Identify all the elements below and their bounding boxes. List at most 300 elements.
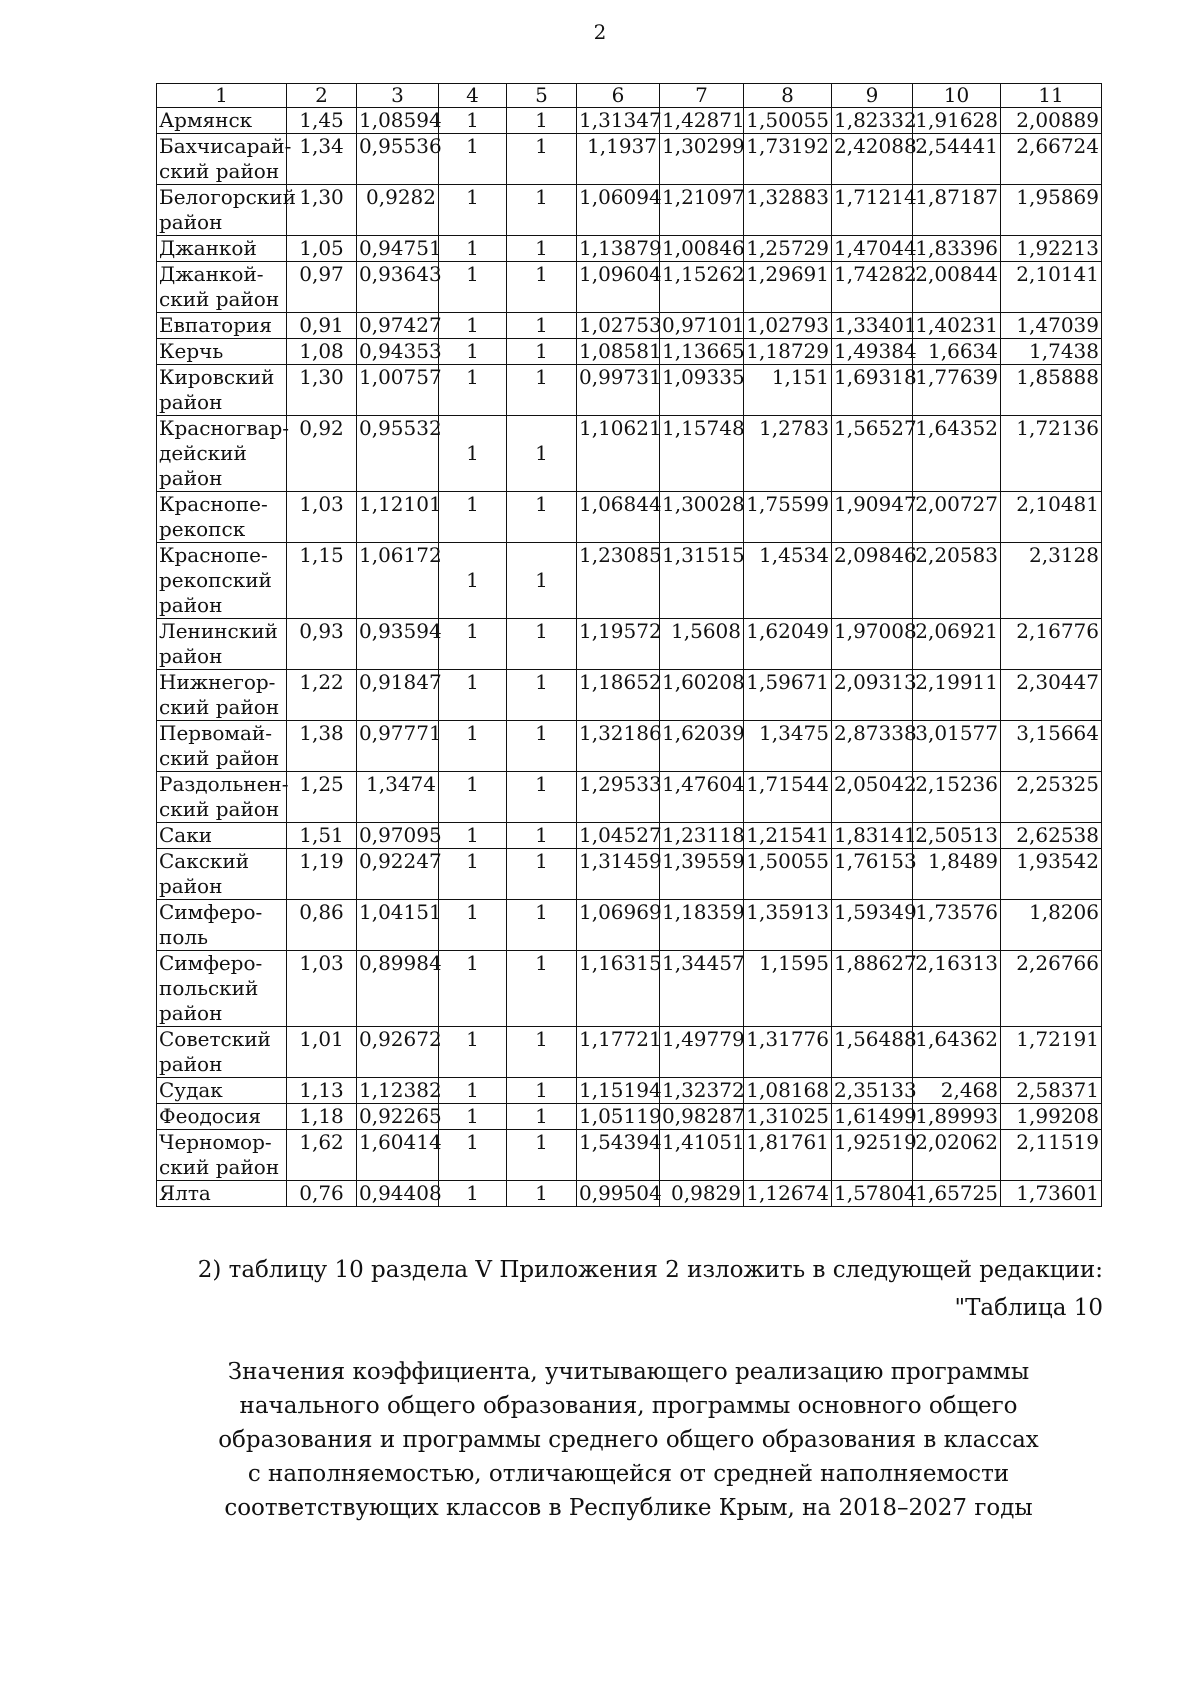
value-cell-c6: 1,16315 — [577, 951, 660, 1027]
value-cell-c8: 1,73192 — [744, 134, 832, 185]
region-name-line: поль — [159, 925, 208, 949]
title-line: начального общего образования, программы основного общего — [239, 1393, 1018, 1419]
region-name-cell — [157, 772, 287, 823]
value-cell-c3: 0,92247 — [357, 849, 439, 900]
value-cell-c4: 1 — [439, 134, 507, 185]
value-cell-c7: 1,32372 — [660, 1078, 744, 1104]
value-cell-c8: 1,62049 — [744, 619, 832, 670]
value-cell-c3: 0,92265 — [357, 1104, 439, 1130]
value-cell-c6: 1,04527 — [577, 823, 660, 849]
value-cell-c4: 1 — [439, 951, 507, 1027]
value-cell-c4: 1 — [439, 236, 507, 262]
value-cell-c3: 0,93594 — [357, 619, 439, 670]
value-cell-c5: 1 — [507, 1181, 577, 1207]
value-cell-c3: 0,89984 — [357, 951, 439, 1027]
value-cell-c4: 1 — [439, 1130, 507, 1181]
value-cell-c4: 1 — [439, 185, 507, 236]
value-cell-c4: 1 — [439, 849, 507, 900]
value-cell-c10: 1,83396 — [913, 236, 1001, 262]
value-cell-c3: 0,97771 — [357, 721, 439, 772]
value-cell-c9: 1,97008 — [832, 619, 913, 670]
region-name-line: Ленинский — [159, 619, 278, 643]
value-cell-c2: 1,01 — [287, 1027, 357, 1078]
value-cell-c6: 1,29533 — [577, 772, 660, 823]
value-cell-c8: 1,02793 — [744, 313, 832, 339]
value-cell-c11: 1,85888 — [1001, 365, 1102, 416]
region-name-line: район — [159, 1052, 223, 1076]
value-cell-c4: 1 — [439, 416, 507, 492]
value-cell-c2: 1,30 — [287, 185, 357, 236]
value-cell-c5: 1 — [507, 236, 577, 262]
value-cell-c5: 1 — [507, 849, 577, 900]
value-cell-c8: 1,29691 — [744, 262, 832, 313]
value-cell-c6: 1,05119 — [577, 1104, 660, 1130]
value-cell-c10: 2,06921 — [913, 619, 1001, 670]
value-cell-c3: 1,08594 — [357, 108, 439, 134]
region-name-cell — [157, 543, 287, 619]
title-line: соответствующих классов в Республике Крым, на 2018–2027 годы — [224, 1495, 1033, 1521]
value-cell-c7: 1,15748 — [660, 416, 744, 492]
value-cell-c2: 1,15 — [287, 543, 357, 619]
value-cell-c7: 0,9829 — [660, 1181, 744, 1207]
table-row — [157, 900, 1102, 951]
region-name-line: Феодосия — [159, 1104, 261, 1128]
value-cell-c4: 1 — [439, 721, 507, 772]
region-name-line: Керчь — [159, 339, 224, 363]
value-cell-c7: 1,60208 — [660, 670, 744, 721]
value-cell-c9: 1,56527 — [832, 416, 913, 492]
value-cell-c7: 0,97101 — [660, 313, 744, 339]
column-header: 7 — [660, 84, 744, 108]
table-row — [157, 670, 1102, 721]
value-cell-c6: 1,08581 — [577, 339, 660, 365]
value-cell-c8: 1,32883 — [744, 185, 832, 236]
value-cell-c3: 0,94751 — [357, 236, 439, 262]
value-cell-c11: 1,73601 — [1001, 1181, 1102, 1207]
region-name-line: Черномор- — [159, 1130, 272, 1154]
table-row — [157, 772, 1102, 823]
value-cell-c5: 1 — [507, 339, 577, 365]
region-name-cell — [157, 823, 287, 849]
value-cell-c10: 2,19911 — [913, 670, 1001, 721]
value-cell-c6: 1,18652 — [577, 670, 660, 721]
region-name-cell — [157, 670, 287, 721]
title-line: Значения коэффициента, учитывающего реализацию программы — [227, 1359, 1030, 1385]
value-cell-c11: 2,26766 — [1001, 951, 1102, 1027]
value-cell-c3: 1,3474 — [357, 772, 439, 823]
value-cell-c4: 1 — [439, 313, 507, 339]
region-name-line: Советский — [159, 1027, 271, 1051]
value-cell-c9: 2,09846 — [832, 543, 913, 619]
table-row — [157, 543, 1102, 619]
value-cell-c11: 1,72191 — [1001, 1027, 1102, 1078]
value-cell-c10: 1,87187 — [913, 185, 1001, 236]
table-row — [157, 236, 1102, 262]
value-cell-c7: 1,15262 — [660, 262, 744, 313]
value-cell-c11: 2,10141 — [1001, 262, 1102, 313]
value-cell-c5: 1 — [507, 416, 577, 492]
value-cell-c4: 1 — [439, 1104, 507, 1130]
value-cell-c11: 2,62538 — [1001, 823, 1102, 849]
table-header-row — [157, 84, 1102, 108]
value-cell-c3: 0,95532 — [357, 416, 439, 492]
value-cell-c8: 1,50055 — [744, 108, 832, 134]
table-row — [157, 339, 1102, 365]
region-name-line: Раздольнен- — [159, 772, 289, 796]
region-name-cell — [157, 1078, 287, 1104]
value-cell-c8: 1,3475 — [744, 721, 832, 772]
value-cell-c11: 2,00889 — [1001, 108, 1102, 134]
value-cell-c9: 2,35133 — [832, 1078, 913, 1104]
value-cell-c2: 1,25 — [287, 772, 357, 823]
value-cell-c9: 1,61499 — [832, 1104, 913, 1130]
table-row — [157, 492, 1102, 543]
value-cell-c11: 2,16776 — [1001, 619, 1102, 670]
value-cell-c11: 2,58371 — [1001, 1078, 1102, 1104]
value-cell-c6: 1,31347 — [577, 108, 660, 134]
value-cell-c7: 1,47604 — [660, 772, 744, 823]
value-cell-c11: 1,72136 — [1001, 416, 1102, 492]
value-cell-c2: 0,76 — [287, 1181, 357, 1207]
value-cell-c4: 1 — [439, 772, 507, 823]
value-cell-c6: 1,19572 — [577, 619, 660, 670]
column-header: 4 — [439, 84, 507, 108]
value-cell-c10: 1,64352 — [913, 416, 1001, 492]
value-cell-c9: 1,82332 — [832, 108, 913, 134]
region-name-cell — [157, 492, 287, 543]
instruction-text: 2) таблицу 10 раздела V Приложения 2 изложить в следующей редакции: — [197, 1257, 1103, 1283]
value-cell-c5: 1 — [507, 900, 577, 951]
value-cell-c7: 1,34457 — [660, 951, 744, 1027]
value-cell-c3: 0,95536 — [357, 134, 439, 185]
table-row — [157, 951, 1102, 1027]
table-body — [157, 108, 1102, 1207]
value-cell-c5: 1 — [507, 185, 577, 236]
value-cell-c5: 1 — [507, 670, 577, 721]
table-caption: "Таблица 10 — [954, 1295, 1103, 1321]
value-cell-c10: 1,40231 — [913, 313, 1001, 339]
value-cell-c9: 1,71214 — [832, 185, 913, 236]
region-name-line: ский район — [159, 695, 280, 719]
value-cell-c4: 1 — [439, 492, 507, 543]
value-cell-c7: 1,49779 — [660, 1027, 744, 1078]
value-cell-c7: 1,21097 — [660, 185, 744, 236]
value-cell-c3: 0,9282 — [357, 185, 439, 236]
value-cell-c5: 1 — [507, 1104, 577, 1130]
value-cell-c6: 1,10621 — [577, 416, 660, 492]
value-cell-c4: 1 — [439, 108, 507, 134]
value-cell-c7: 1,23118 — [660, 823, 744, 849]
value-cell-c11: 1,93542 — [1001, 849, 1102, 900]
value-cell-c5: 1 — [507, 365, 577, 416]
column-header: 9 — [832, 84, 913, 108]
value-cell-c5: 1 — [507, 1078, 577, 1104]
value-cell-c5: 1 — [507, 1130, 577, 1181]
value-cell-c9: 2,42088 — [832, 134, 913, 185]
region-name-cell — [157, 1027, 287, 1078]
value-cell-c10: 2,16313 — [913, 951, 1001, 1027]
value-cell-c11: 1,47039 — [1001, 313, 1102, 339]
value-cell-c3: 0,97427 — [357, 313, 439, 339]
region-name-line: польский — [159, 976, 259, 1000]
value-cell-c10: 1,6634 — [913, 339, 1001, 365]
region-name-cell — [157, 416, 287, 492]
value-cell-c8: 1,1595 — [744, 951, 832, 1027]
region-name-line: Ялта — [159, 1181, 211, 1205]
value-cell-c4: 1 — [439, 823, 507, 849]
value-cell-c9: 1,69318 — [832, 365, 913, 416]
value-cell-c2: 1,62 — [287, 1130, 357, 1181]
region-name-line: Кировский — [159, 365, 275, 389]
value-cell-c10: 1,73576 — [913, 900, 1001, 951]
column-header: 5 — [507, 84, 577, 108]
region-name-cell — [157, 313, 287, 339]
value-cell-c3: 1,06172 — [357, 543, 439, 619]
value-cell-c10: 3,01577 — [913, 721, 1001, 772]
region-name-line: Сакский — [159, 849, 250, 873]
region-name-line: Нижнегор- — [159, 670, 276, 694]
value-cell-c11: 1,8206 — [1001, 900, 1102, 951]
value-cell-c9: 2,09313 — [832, 670, 913, 721]
value-cell-c8: 1,25729 — [744, 236, 832, 262]
value-cell-c3: 0,94408 — [357, 1181, 439, 1207]
region-name-line: Белогорский — [159, 185, 296, 209]
value-cell-c6: 1,06094 — [577, 185, 660, 236]
value-cell-c7: 1,30299 — [660, 134, 744, 185]
value-cell-c11: 2,25325 — [1001, 772, 1102, 823]
region-name-cell — [157, 1104, 287, 1130]
value-cell-c6: 1,02753 — [577, 313, 660, 339]
table-row — [157, 416, 1102, 492]
region-name-cell — [157, 262, 287, 313]
table-title — [156, 1355, 1101, 1525]
column-header: 2 — [287, 84, 357, 108]
value-cell-c4: 1 — [439, 900, 507, 951]
table-row — [157, 365, 1102, 416]
column-header: 8 — [744, 84, 832, 108]
value-cell-c10: 2,00727 — [913, 492, 1001, 543]
table-row — [157, 1104, 1102, 1130]
table-row — [157, 721, 1102, 772]
region-name-line: район — [159, 644, 223, 668]
region-name-line: Краснопе- — [159, 543, 268, 567]
region-name-line: рекопский — [159, 568, 272, 592]
value-cell-c11: 2,30447 — [1001, 670, 1102, 721]
table-row — [157, 108, 1102, 134]
region-name-cell — [157, 185, 296, 236]
value-cell-c7: 1,13665 — [660, 339, 744, 365]
value-cell-c2: 1,08 — [287, 339, 357, 365]
value-cell-c7: 1,09335 — [660, 365, 744, 416]
value-cell-c9: 1,57804 — [832, 1181, 913, 1207]
value-cell-c2: 1,51 — [287, 823, 357, 849]
value-cell-c4: 1 — [439, 619, 507, 670]
value-cell-c7: 1,62039 — [660, 721, 744, 772]
value-cell-c5: 1 — [507, 772, 577, 823]
region-name-cell — [157, 365, 287, 416]
value-cell-c10: 2,15236 — [913, 772, 1001, 823]
value-cell-c9: 1,90947 — [832, 492, 913, 543]
title-line: с наполняемостью, отличающейся от средней наполняемости — [247, 1461, 1010, 1487]
value-cell-c7: 1,30028 — [660, 492, 744, 543]
value-cell-c10: 2,00844 — [913, 262, 1001, 313]
value-cell-c3: 1,60414 — [357, 1130, 439, 1181]
value-cell-c5: 1 — [507, 951, 577, 1027]
region-name-line: Джанкой- — [159, 262, 264, 286]
value-cell-c3: 1,12382 — [357, 1078, 439, 1104]
table-row — [157, 1181, 1102, 1207]
value-cell-c3: 1,12101 — [357, 492, 439, 543]
value-cell-c7: 0,98287 — [660, 1104, 744, 1130]
value-cell-c3: 0,94353 — [357, 339, 439, 365]
value-cell-c5: 1 — [507, 492, 577, 543]
region-name-line: ский район — [159, 1155, 280, 1179]
value-cell-c6: 1,1937 — [577, 134, 660, 185]
value-cell-c10: 1,77639 — [913, 365, 1001, 416]
value-cell-c7: 1,00846 — [660, 236, 744, 262]
value-cell-c6: 0,99504 — [577, 1181, 660, 1207]
value-cell-c2: 1,22 — [287, 670, 357, 721]
table-row — [157, 1027, 1102, 1078]
value-cell-c8: 1,12674 — [744, 1181, 832, 1207]
value-cell-c8: 1,18729 — [744, 339, 832, 365]
value-cell-c6: 1,09604 — [577, 262, 660, 313]
region-name-line: ский район — [159, 797, 280, 821]
region-name-line: район — [159, 1001, 223, 1025]
value-cell-c11: 1,7438 — [1001, 339, 1102, 365]
value-cell-c9: 2,87338 — [832, 721, 913, 772]
value-cell-c6: 1,31459 — [577, 849, 660, 900]
column-header: 3 — [357, 84, 439, 108]
value-cell-c6: 1,32186 — [577, 721, 660, 772]
value-cell-c10: 2,54441 — [913, 134, 1001, 185]
value-cell-c9: 1,47044 — [832, 236, 913, 262]
value-cell-c11: 2,10481 — [1001, 492, 1102, 543]
column-header: 6 — [577, 84, 660, 108]
value-cell-c6: 1,17721 — [577, 1027, 660, 1078]
value-cell-c2: 1,45 — [287, 108, 357, 134]
region-name-line: рекопск — [159, 517, 246, 541]
region-name-line: Бахчисарай- — [159, 134, 292, 158]
value-cell-c6: 1,13879 — [577, 236, 660, 262]
value-cell-c5: 1 — [507, 108, 577, 134]
value-cell-c10: 1,89993 — [913, 1104, 1001, 1130]
region-name-line: Армянск — [159, 108, 253, 132]
region-name-line: Судак — [159, 1078, 223, 1102]
region-name-line: ский район — [159, 746, 280, 770]
region-name-line: Первомай- — [159, 721, 272, 745]
region-name-line: ский район — [159, 287, 280, 311]
table-row — [157, 1130, 1102, 1181]
value-cell-c8: 1,08168 — [744, 1078, 832, 1104]
region-name-cell — [157, 339, 287, 365]
value-cell-c11: 1,92213 — [1001, 236, 1102, 262]
region-name-cell — [157, 900, 287, 951]
value-cell-c3: 1,00757 — [357, 365, 439, 416]
value-cell-c3: 1,04151 — [357, 900, 439, 951]
region-name-cell — [157, 721, 287, 772]
value-cell-c3: 0,93643 — [357, 262, 439, 313]
value-cell-c2: 0,92 — [287, 416, 357, 492]
value-cell-c11: 3,15664 — [1001, 721, 1102, 772]
value-cell-c10: 1,65725 — [913, 1181, 1001, 1207]
region-name-line: Симферо- — [159, 900, 263, 924]
value-cell-c6: 1,06969 — [577, 900, 660, 951]
value-cell-c5: 1 — [507, 313, 577, 339]
value-cell-c8: 1,50055 — [744, 849, 832, 900]
region-name-line: район — [159, 593, 223, 617]
value-cell-c11: 1,99208 — [1001, 1104, 1102, 1130]
region-name-cell — [157, 951, 287, 1027]
value-cell-c7: 1,39559 — [660, 849, 744, 900]
value-cell-c4: 1 — [439, 365, 507, 416]
table-row — [157, 134, 1102, 185]
value-cell-c4: 1 — [439, 1078, 507, 1104]
value-cell-c7: 1,41051 — [660, 1130, 744, 1181]
title-line: образования и программы среднего общего образования в классах — [218, 1427, 1039, 1453]
region-name-cell — [157, 849, 287, 900]
table-row — [157, 185, 1102, 236]
value-cell-c2: 0,86 — [287, 900, 357, 951]
table-row — [157, 313, 1102, 339]
region-name-cell — [157, 134, 292, 185]
value-cell-c4: 1 — [439, 339, 507, 365]
value-cell-c4: 1 — [439, 1027, 507, 1078]
value-cell-c6: 1,06844 — [577, 492, 660, 543]
value-cell-c7: 1,18359 — [660, 900, 744, 951]
value-cell-c9: 1,83141 — [832, 823, 913, 849]
table-row — [157, 823, 1102, 849]
value-cell-c2: 1,05 — [287, 236, 357, 262]
value-cell-c9: 1,76153 — [832, 849, 913, 900]
region-name-line: Джанкой — [159, 236, 257, 260]
value-cell-c5: 1 — [507, 262, 577, 313]
value-cell-c8: 1,151 — [744, 365, 832, 416]
value-cell-c8: 1,75599 — [744, 492, 832, 543]
value-cell-c2: 0,93 — [287, 619, 357, 670]
value-cell-c2: 1,30 — [287, 365, 357, 416]
value-cell-c9: 1,33401 — [832, 313, 913, 339]
value-cell-c5: 1 — [507, 1027, 577, 1078]
value-cell-c7: 1,31515 — [660, 543, 744, 619]
region-name-line: Краснопе- — [159, 492, 268, 516]
region-name-cell — [157, 236, 287, 262]
value-cell-c9: 1,88627 — [832, 951, 913, 1027]
value-cell-c9: 2,05042 — [832, 772, 913, 823]
region-name-line: Саки — [159, 823, 213, 847]
value-cell-c10: 2,50513 — [913, 823, 1001, 849]
value-cell-c9: 1,59349 — [832, 900, 913, 951]
value-cell-c9: 1,49384 — [832, 339, 913, 365]
region-name-line: Красногвар- — [159, 416, 289, 440]
coefficient-table — [156, 83, 1102, 1207]
value-cell-c8: 1,59671 — [744, 670, 832, 721]
table-row — [157, 262, 1102, 313]
value-cell-c9: 1,92519 — [832, 1130, 913, 1181]
column-header: 11 — [1001, 84, 1102, 108]
value-cell-c3: 0,92672 — [357, 1027, 439, 1078]
value-cell-c4: 1 — [439, 262, 507, 313]
value-cell-c11: 1,95869 — [1001, 185, 1102, 236]
value-cell-c3: 0,97095 — [357, 823, 439, 849]
region-name-line: дейский — [159, 441, 247, 465]
value-cell-c7: 1,42871 — [660, 108, 744, 134]
value-cell-c8: 1,21541 — [744, 823, 832, 849]
value-cell-c2: 1,38 — [287, 721, 357, 772]
value-cell-c3: 0,91847 — [357, 670, 439, 721]
value-cell-c7: 1,5608 — [660, 619, 744, 670]
region-name-cell — [157, 619, 287, 670]
